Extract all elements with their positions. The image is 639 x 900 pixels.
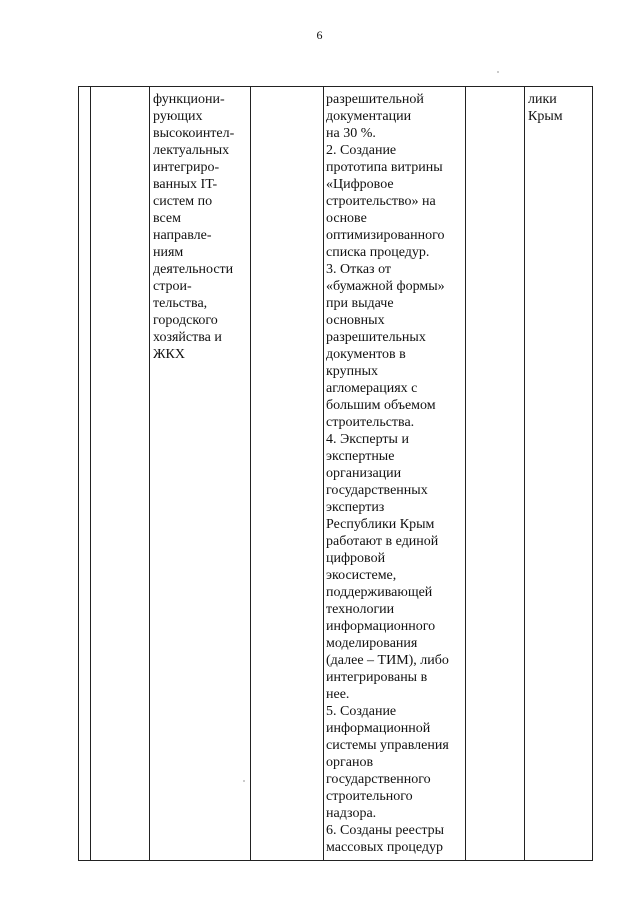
scan-speck — [497, 71, 499, 73]
column-divider — [90, 87, 91, 860]
document-table — [78, 86, 593, 861]
column-divider — [149, 87, 150, 860]
table-cell-results: разрешительной документации на 30 %. 2. Создание прототипа витрины «Цифровое строительство» на основе оптимизированного списка процедур. 3. Отказ от «бумажной формы» при выдаче основных разрешительных документов в крупных агломерациях с большим объемом строительства. 4. Эксперты и экспертные организации государственных экспертиз Республики Крым работают в единой цифровой экосистеме, поддерживающей технологии информационного моделирования (далее – ТИМ), либо интегрированы в нее. 5. Создание информационной системы управления органов государственного строительного надзора. 6. Созданы реестры массовых процедур — [326, 92, 449, 855]
column-divider — [524, 87, 525, 860]
scan-speck — [243, 780, 245, 782]
table-cell-purpose: функциони- рующих высокоинтел- лектуальных интегриро- ванных IT- систем по всем направле- ниям деятельности строи- тельства, городского хозяйства и ЖКХ — [153, 92, 235, 362]
table-cell-region: лики Крым — [528, 92, 563, 124]
page-number: 6 — [316, 28, 323, 42]
column-divider — [323, 87, 324, 860]
